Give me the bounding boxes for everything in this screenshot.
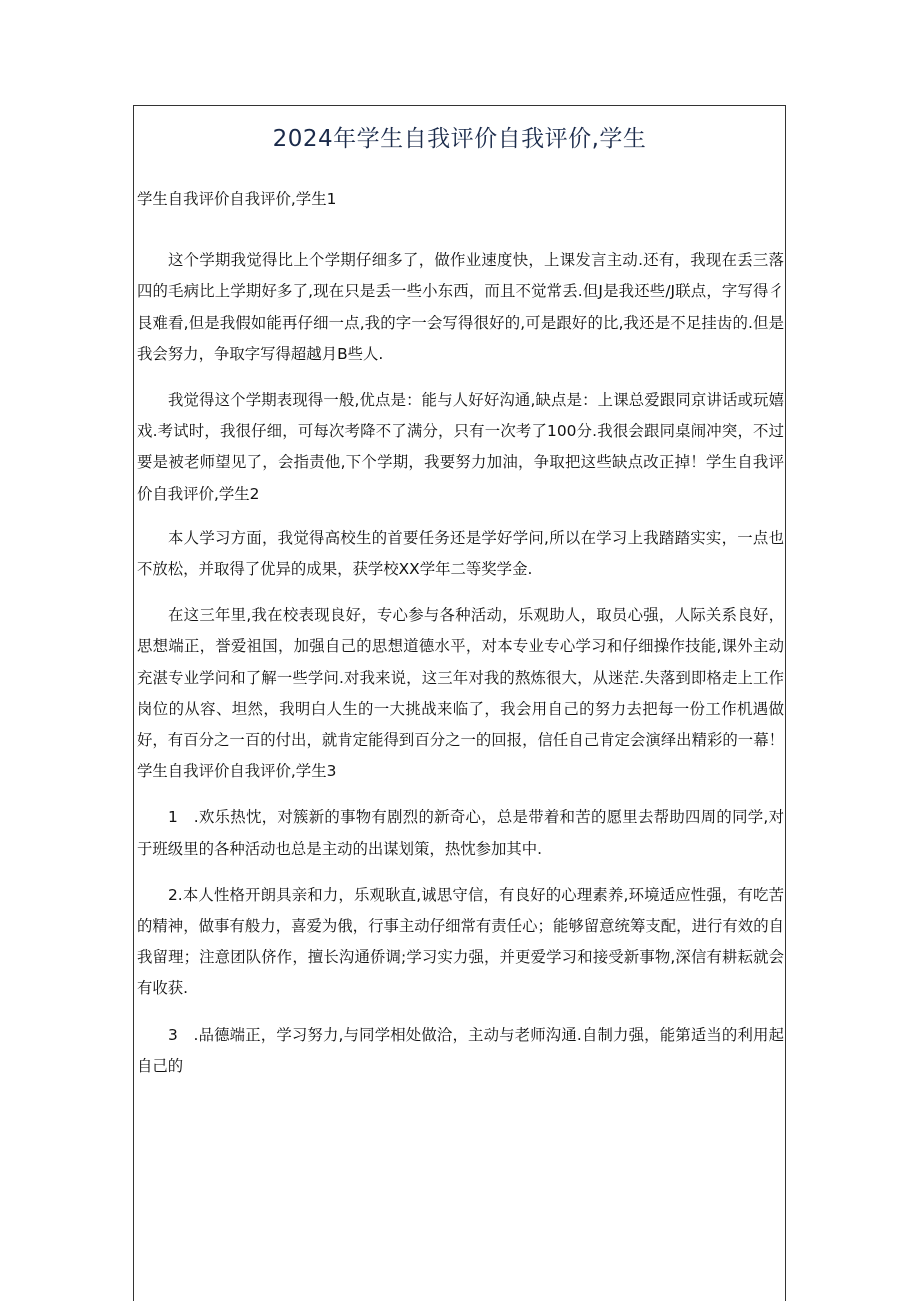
paragraph-7: 3 .品德端正，学习努力,与同学相处做洽，主动与老师沟通.自制力强，能第适当的利用起自己的 <box>137 1025 784 1075</box>
document-body <box>137 184 784 1082</box>
paragraph-5: 1 .欢乐热忱，对簇新的事物有剧烈的新奇心，总是带着和苦的愿里去帮助四周的同学,对于班级里的各种活动也总是主动的出谋划策，热忱参加其中. <box>137 808 784 858</box>
paragraph-1: 这个学期我觉得比上个学期仔细多了，做作业速度快，上课发言主动.还有，我现在丢三落四的毛病比上学期好多了,现在只是丢一些小东西，而且不觉常丢.但J是我还些/J联点，字写得彳艮难看,但是我假如能再仔细一点,我的字一会写得很好的,可是跟好的比,我还是不足挂齿的.但是我会努力，争取字写得超越月B些人. <box>137 251 784 363</box>
document-title: 2024年学生自我评价自我评价,学生 <box>272 126 647 152</box>
paragraph-3: 本人学习方面，我觉得高校生的首要任务还是学好学问,所以在学习上我踏踏实实，一点也不放松，并取得了优异的成果，获学校XX学年二等奖学金. <box>137 528 784 579</box>
document-page <box>133 105 786 1301</box>
paragraph-2: 我觉得这个学期表现得一般,优点是：能与人好好沟通,缺点是：上课总爱跟同京讲话或玩嬉戏.考试时，我很仔细，可每次考降不了满分，只有一次考了100分.我很会跟同桌闹冲突，不过要是被老师望见了，会指责他,下个学期，我要努力加油，争取把这些缺点改正掉！学生自我评价自我评价,学生2 <box>137 391 784 503</box>
section-subtitle: 学生自我评价自我评价,学生1 <box>137 190 337 208</box>
paragraph-6: 2.本人性格开朗具亲和力，乐观耿直,诚思守信，有良好的心理素养,环境适应性强，有吃苦的精神，做事有般力，喜爱为俄，行事主动仔细常有责任心；能够留意统筹支配，进行有效的自我留理；注意团队侪作，擅长沟通侨调;学习实力强，并更爱学习和接受新事物,深信有耕耘就会有收获. <box>137 885 784 998</box>
paragraph-4: 在这三年里,我在校表现良好，专心参与各种活动，乐观助人，取员心强，人际关系良好，思想端正，誉爱祖国，加强自己的思想道德水平，对本专业专心学习和仔细操作技能,课外主动充湛专业学问和了解一些学问.对我来说，这三年对我的熬炼很大，从迷茫.失落到即格走上工作岗位的从容、坦然，我明白人生的一大挑战来临了，我会用自己的努力去把每一份工作机遇做好，有百分之一百的付出，就肯定能得到百分之一的回报，信任自己肯定会演绎出精彩的一幕！学生自我评价自我评价,学生3 <box>137 606 784 781</box>
